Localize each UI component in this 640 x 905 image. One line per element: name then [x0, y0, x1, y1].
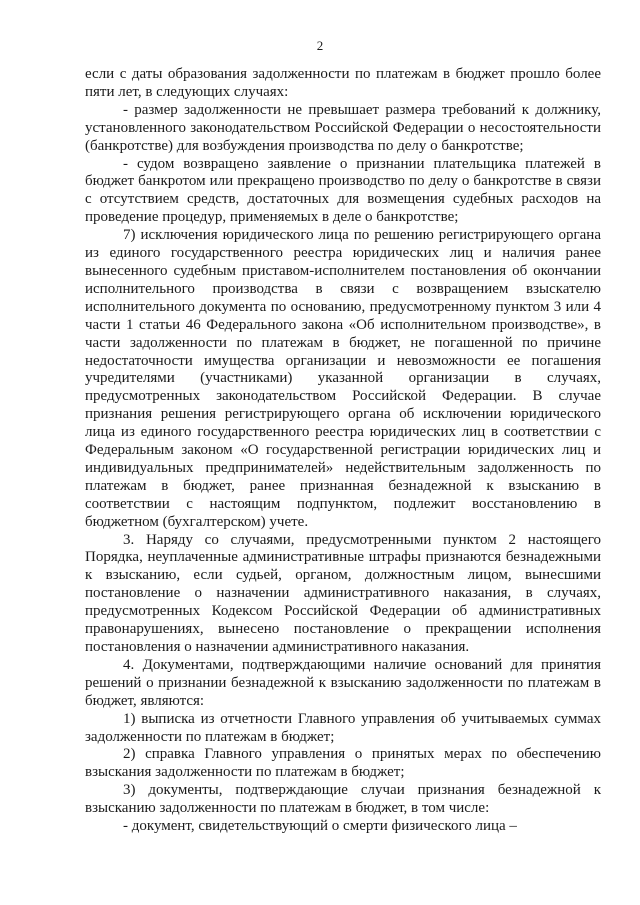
- paragraph: если с даты образования задолженности по платежам в бюджет прошло более пяти лет, в следующих случаях:: [85, 66, 601, 100]
- paragraph: - размер задолженности не превышает размера требований к должнику, установленного законодательством Российской Федерации о несостоятельности (банкротстве) для возбуждения производства по делу о банкротстве;: [85, 101, 601, 154]
- page-number: 2: [316, 38, 324, 53]
- document-body: [85, 66, 601, 836]
- paragraph: 3. Наряду со случаями, предусмотренными пунктом 2 настоящего Порядка, неуплаченные административные штрафы признаются безнадежными к взысканию, если судьей, органом, должностным лицом, вынесшими постановление о назначении административного наказания, в случаях, предусмотренных Кодексом Российской Федерации об административных правонарушениях, вынесено постановление о прекращении исполнения постановления о назначении административного наказания.: [85, 531, 601, 655]
- paragraph: 2) справка Главного управления о принятых мерах по обеспечению взыскания задолженности по платежам в бюджет;: [85, 746, 601, 781]
- paragraph: 3) документы, подтверждающие случаи признания безнадежной к взысканию задолженности по платежам в бюджет, в том числе:: [85, 782, 601, 817]
- paragraph: - судом возвращено заявление о признании плательщика платежей в бюджет банкротом или прекращено производство по делу о банкротстве в связи с отсутствием средств, достаточных для возмещения судебных расходов на проведение процедур, применяемых в деле о банкротстве;: [85, 155, 601, 226]
- paragraph: - документ, свидетельствующий о смерти физического лица –: [123, 818, 517, 835]
- paragraph: 1) выписка из отчетности Главного управления об учитываемых суммах задолженности по платежам в бюджет;: [85, 710, 601, 745]
- paragraph: 7) исключения юридического лица по решению регистрирующего органа из единого государственного реестра юридических лиц и наличия ранее вынесенного судебным приставом-исполнителем постановления об окончании исполнительного производства в связи с возвращением взыскателю исполнительного документа по основанию, предусмотренному пунктом 3 или 4 части 1 статьи 46 Федерального закона «Об исполнительном производстве», в части задолженности по платежам в бюджет, не погашенной по причине недостаточности имущества организации и невозможности ее погашения учредителями (участниками) указанной организации в случаях, предусмотренных законодательством Российской Федерации. В случае признания решения регистрирующего органа об исключении юридического лица из единого государственного реестра юридических лиц в соответствии с Федеральным законом «О государственной регистрации юридических лиц и индивидуальных предпринимателей» недействительным задолженность по платежам в бюджет, ранее признанная безнадежной к взысканию в соответствии с настоящим подпунктом, подлежит восстановлению в бюджетном (бухгалтерском) учете.: [85, 227, 601, 530]
- paragraph: 4. Документами, подтверждающими наличие оснований для принятия решений о признании безнадежной к взысканию задолженности по платежам в бюджет, являются:: [85, 656, 601, 709]
